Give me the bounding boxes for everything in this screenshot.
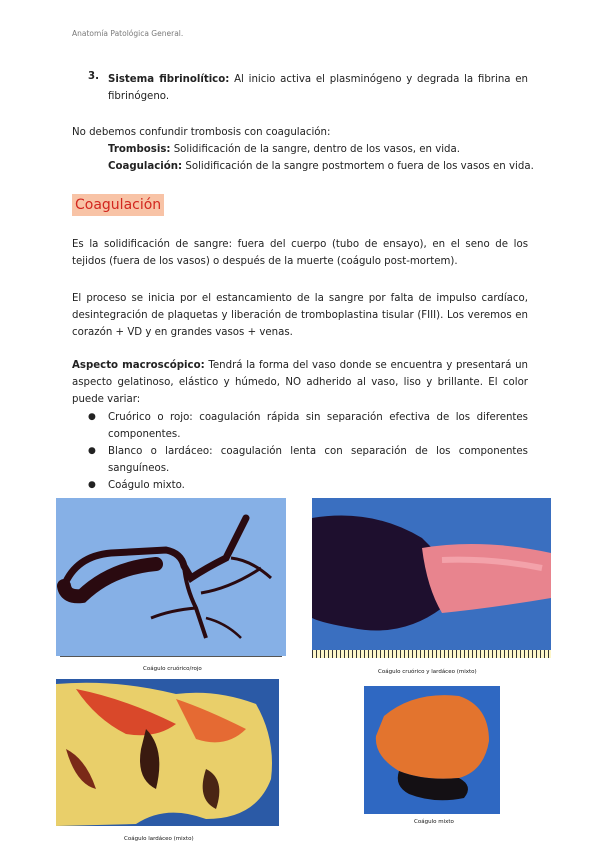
intro-text: No debemos confundir trombosis con coagulación:: [72, 127, 331, 138]
list-item: Coágulo mixto.: [108, 480, 185, 491]
item-label: Sistema fibrinolítico:: [108, 74, 230, 85]
list-item: Cruórico o rojo: coagulación rápida sin separación efectiva de los diferentes componentes.: [108, 412, 528, 440]
def-coagulacion: Coagulación: Solidificación de la sangre postmortem o fuera de los vasos en vida.: [108, 161, 534, 172]
scale-bar: [60, 656, 282, 663]
page-header: Anatomía Patológica General.: [72, 29, 184, 38]
photo-red-clot: [56, 498, 286, 656]
caption: Coágulo cruórico/rojo: [143, 666, 202, 672]
item-text: Al inicio activa el plasminógeno y degrada la fibrina en fibrinógeno.: [108, 74, 529, 102]
list-item: Blanco o lardáceo: coagulación lenta con separación de los componentes sanguíneos.: [108, 446, 528, 474]
section-title: Coagulación: [72, 194, 164, 216]
paragraph-2: El proceso se inicia por el estancamiento de la sangre por falta de impulso cardíaco, desintegración de plaquetas y liberación de tromboplastina tisular (FIII). Los veremos en corazón + VD y en grandes vasos + venas.: [72, 293, 528, 338]
photo-mixed-clot: [312, 498, 551, 650]
caption: Coágulo lardáceo (mixto): [124, 836, 194, 842]
photo-mixed-clot-2: [364, 686, 500, 814]
paragraph-1: Es la solidificación de sangre: fuera del cuerpo (tubo de ensayo), en el seno de los tejidos (fuera de los vasos) o después de la muerte (coágulo post-mortem).: [72, 239, 528, 267]
caption: Coágulo mixto: [414, 819, 454, 825]
scale-bar: [312, 650, 551, 658]
list-item-fibrinolytic: [108, 71, 528, 105]
bullet-icon: ●: [88, 446, 96, 456]
bullet-icon: ●: [88, 480, 96, 490]
paragraph-3: Aspecto macroscópico: Tendrá la forma del vaso donde se encuentra y presentará un aspecto gelatinoso, elástico y húmedo, NO adherido al vaso, liso y brillante. El color puede variar:: [72, 360, 529, 405]
list-number: 3.: [88, 71, 99, 82]
def-trombosis: Trombosis: Solidificación de la sangre, dentro de los vasos, en vida.: [108, 144, 461, 155]
photo-lardaceous-clot: [56, 679, 279, 826]
bullet-icon: ●: [88, 412, 96, 422]
caption: Coágulo cruórico y lardáceo (mixto): [378, 669, 477, 675]
